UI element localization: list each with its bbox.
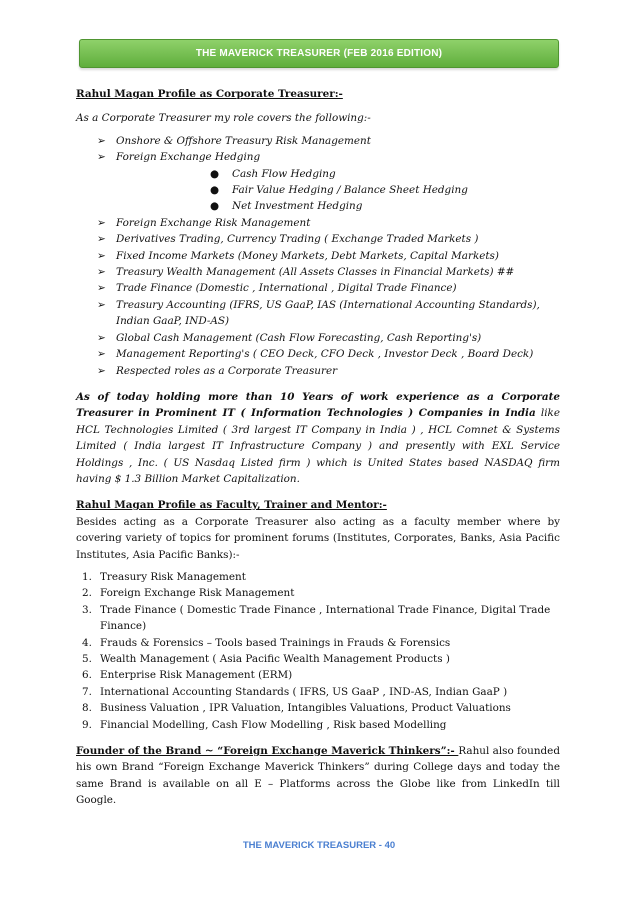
list-item: 5. Wealth Management ( Asia Pacific Wealth Management Products ) [82, 653, 450, 665]
list-item: 8. Business Valuation , IPR Valuation, Intangibles Valuations, Product Valuations [82, 702, 511, 715]
dot-bullet-icon: ● [210, 200, 220, 213]
section3-heading: Founder of the Brand ~ “Foreign Exchange Maverick Thinkers”:- [76, 745, 459, 758]
list-item: ➢ Fixed Income Markets (Money Markets, Debt Markets, Capital Markets) [76, 248, 560, 264]
list-item: ➢ Respected roles as a Corporate Treasurer [76, 363, 560, 379]
dot-bullet-icon: ● [210, 167, 220, 180]
list-item: ➢ Onshore & Offshore Treasury Risk Management [76, 133, 560, 149]
list-item: 3. Trade Finance ( Domestic Trade Finance , International Trade Finance, Digital Trade Finance) [82, 603, 551, 633]
page-body [76, 86, 560, 809]
list-item: ➢ Management Reporting's ( CEO Deck, CFO Deck , Investor Deck , Board Deck) [76, 346, 560, 362]
list-item: ➢ Foreign Exchange Risk Management [76, 215, 560, 231]
hedging-sublist [76, 166, 560, 215]
list-item: ➢ Trade Finance (Domestic , International , Digital Trade Finance) [76, 280, 560, 296]
experience-paragraph [76, 389, 560, 487]
role-list-continued [76, 215, 560, 379]
list-item: ● Net Investment Hedging [76, 198, 560, 214]
list-item: 4. Frauds & Forensics – Tools based Trainings in Frauds & Forensics [82, 636, 451, 649]
list-item: ➢ Foreign Exchange Hedging [76, 149, 560, 165]
list-item: 6. Enterprise Risk Management (ERM) [82, 669, 293, 682]
section3-body: Rahul also founded his own Brand “Foreign Exchange Maverick Thinkers” during College days and today the same Brand is available on all E – Platforms across the Globe like from LinkedIn till Google. [76, 745, 560, 807]
arrow-bullet-icon: ➢ [97, 266, 106, 279]
arrow-bullet-icon: ➢ [97, 348, 106, 361]
list-item: ➢ Treasury Accounting (IFRS, US GaaP, IAS (International Accounting Standards), Indian GaaP, IND-AS) [97, 298, 540, 328]
section2-heading: Rahul Magan Profile as Faculty, Trainer and Mentor:- [76, 499, 387, 512]
list-item: ● Cash Flow Hedging [76, 166, 560, 182]
role-list [76, 133, 560, 166]
list-item: ➢ Derivatives Trading, Currency Trading ( Exchange Traded Markets ) [76, 231, 560, 247]
list-item: ➢ Treasury Wealth Management (All Assets Classes in Financial Markets) ## [76, 264, 560, 280]
list-item: 7. International Accounting Standards ( IFRS, US GaaP , IND-AS, Indian GaaP ) [82, 685, 508, 698]
list-item: 2. Foreign Exchange Risk Management [82, 587, 295, 600]
section2-intro: Besides acting as a Corporate Treasurer also acting as a faculty member where by covering variety of topics for prominent forums (Institutes, Corporates, Banks, Asia Pacific Institutes, Asia Pacific Banks):- [76, 515, 560, 561]
arrow-bullet-icon: ➢ [97, 249, 106, 262]
section1-heading: Rahul Magan Profile as Corporate Treasurer:- [76, 88, 343, 100]
list-item: 1. Treasury Risk Management [82, 570, 246, 583]
arrow-bullet-icon: ➢ [97, 216, 106, 229]
arrow-bullet-icon: ➢ [97, 331, 106, 344]
section1-intro: As a Corporate Treasurer my role covers the following:- [76, 112, 371, 125]
arrow-bullet-icon: ➢ [97, 298, 106, 311]
arrow-bullet-icon: ➢ [97, 364, 106, 377]
list-item: 9. Financial Modelling, Cash Flow Modelling , Risk based Modelling [82, 718, 447, 731]
dot-bullet-icon: ● [210, 184, 220, 197]
page-footer: THE MAVERICK TREASURER - 40 [242, 840, 396, 851]
header-banner: THE MAVERICK TREASURER (FEB 2016 EDITION) [79, 39, 559, 68]
arrow-bullet-icon: ➢ [97, 134, 106, 147]
experience-bold: As of today holding more than 10 Years of work experience as a Corporate Treasurer in Prominent IT ( Information Technologies ) Companies in India [76, 390, 560, 420]
arrow-bullet-icon: ➢ [97, 151, 106, 164]
topics-list [76, 569, 560, 733]
arrow-bullet-icon: ➢ [97, 233, 106, 246]
experience-rest: like HCL Technologies Limited ( 3rd largest IT Company in India ) , HCL Comnet & Systems Limited ( India largest IT Infrastructure Company ) and presently with EXL Service Holdings , Inc. ( US Nasdaq Listed firm ) which is United States based NASDAQ firm having $ 1.3 Billion Market Capitalization. [76, 407, 560, 485]
arrow-bullet-icon: ➢ [97, 282, 106, 295]
founder-paragraph [76, 743, 560, 809]
list-item: ● Fair Value Hedging / Balance Sheet Hedging [76, 182, 560, 198]
list-item: ➢ Global Cash Management (Cash Flow Forecasting, Cash Reporting's) [76, 330, 560, 346]
